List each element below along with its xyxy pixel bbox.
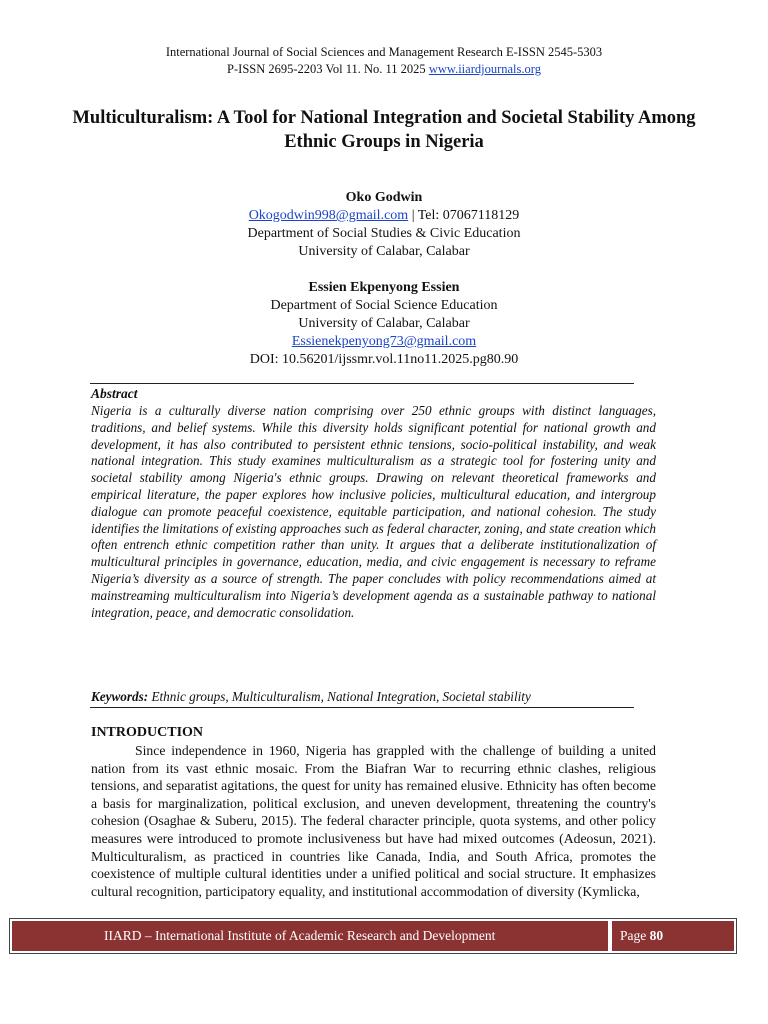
author-department: Department of Social Studies & Civic Education [247,226,521,241]
abstract-heading: Abstract [91,386,138,401]
introduction-heading: INTRODUCTION [91,725,204,740]
author-email-link[interactable]: Essienekpenyong73@gmail.com [291,334,477,349]
footer-publisher: IIARD – International Institute of Academic Research and Development [12,921,608,951]
author-tel: | Tel: 07067118129 [408,208,520,223]
author-name: Oko Godwin [345,190,423,205]
journal-issn-volume: P-ISSN 2695-2203 Vol 11. No. 11 2025 [227,62,429,76]
author-email-link[interactable]: Okogodwin998@gmail.com [248,208,409,223]
journal-website-link[interactable]: www.iiardjournals.org [428,62,541,76]
paper-title: Multiculturalism: A Tool for National Integration and Societal Stability Among Ethnic Groups in Nigeria [72,108,696,152]
abstract-top-rule [90,383,634,384]
journal-header-line2 [0,61,768,78]
footer-page-label: Page [620,928,650,943]
journal-header-line1: International Journal of Social Sciences and Management Research E-ISSN 2545-5303 [165,45,603,59]
footer-page-number: 80 [649,928,664,943]
author-name: Essien Ekpenyong Essien [308,280,460,295]
abstract-text: Nigeria is a culturally diverse nation comprising over 250 ethnic groups with distinct languages, traditions, and belief systems. While this diversity holds significant potential for national growth and development, it has also contributed to persistent ethnic tensions, socio-political instability, and weak national integration. This study examines multiculturalism as a strategic tool for fostering unity and societal stability among Nigeria's ethnic groups. Drawing on relevant theoretical frameworks and empirical literature, the paper explores how inclusive policies, multicultural education, and intergroup dialogue can promote peaceful coexistence, equitable participation, and national cohesion. The study identifies the limitations of existing approaches such as federal character, zoning, and state creation which often entrench ethnic competition rather than unity. It argues that a deliberate institutionalization of multicultural principles in governance, education, media, and civic engagement is necessary to reframe Nigeria’s diversity as a source of strength. The paper concludes with policy recommendations aimed at mainstreaming multiculturalism into Nigeria’s development agenda as a sustainable pathway to national integration, peace, and democratic consolidation. [91,403,656,620]
author-block-1 [0,189,768,261]
keywords-bottom-rule [90,707,634,708]
page-footer [9,918,737,954]
doi: DOI: 10.56201/ijssmr.vol.11no11.2025.pg80.90 [249,352,519,367]
author-institution: University of Calabar, Calabar [298,316,470,331]
author-department: Department of Social Science Education [270,298,498,313]
keywords-text: Ethnic groups, Multiculturalism, National Integration, Societal stability [148,689,531,704]
keywords-line [91,688,656,705]
author-contact [0,207,768,225]
footer-page [612,921,734,951]
journal-header [0,44,768,78]
author-institution: University of Calabar, Calabar [298,244,470,259]
author-block-2 [0,279,768,369]
keywords-label: Keywords: [91,689,149,704]
introduction-text: Since independence in 1960, Nigeria has grappled with the challenge of building a united nation from its vast ethnic mosaic. From the Biafran War to recurring ethnic clashes, religious tensions, and separatist agitations, the quest for unity has remained elusive. Ethnicity has often become a basis for marginalization, political exclusion, and uneven development, threatening the country's cohesion (Osaghae & Suberu, 2015). The federal character principle, quota systems, and other policy measures were introduced to promote inclusiveness but have had mixed outcomes (Adeosun, 2021). Multiculturalism, as practiced in countries like Canada, India, and South Africa, promotes the coexistence of multiple cultural identities under a unified political and social structure. It emphasizes cultural recognition, participatory equality, and institutional accommodation of diversity (Kymlicka, [91,743,656,899]
